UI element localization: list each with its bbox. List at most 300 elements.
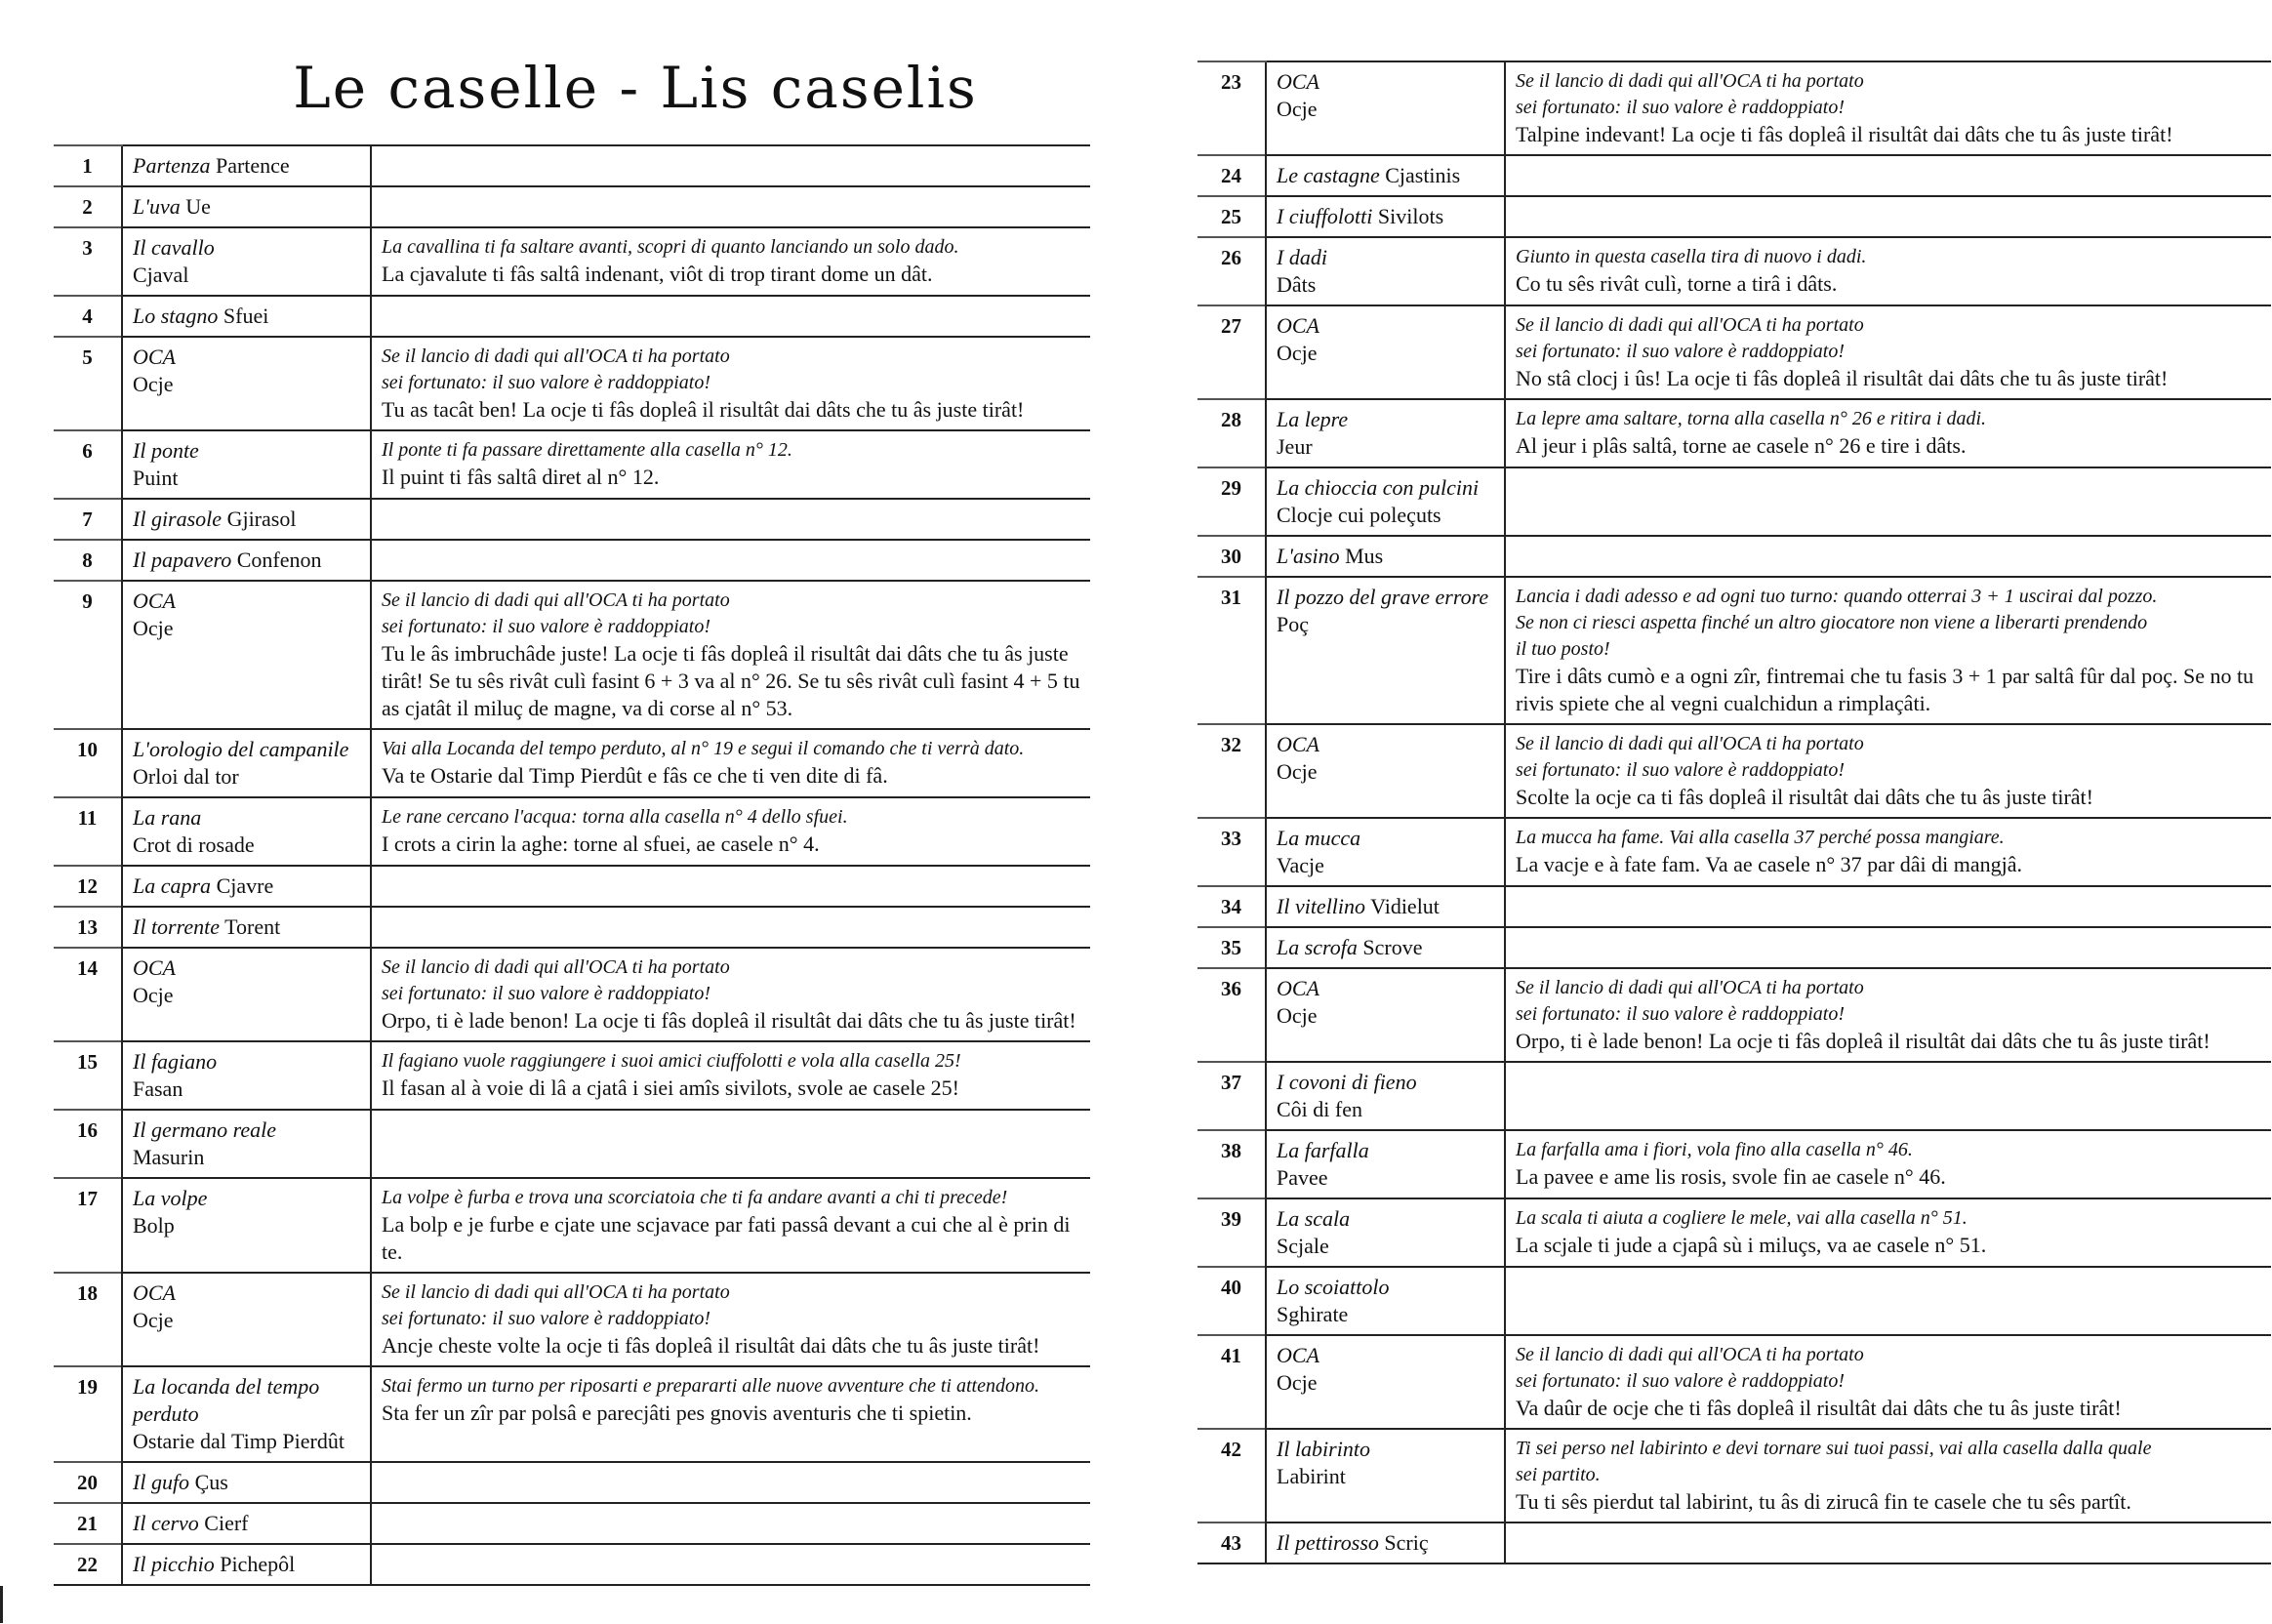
square-name [1266,399,1505,467]
table-row [54,337,1090,430]
italian-name: La scrofa [1277,935,1358,959]
square-number: 38 [1197,1130,1266,1198]
italian-rule: Vai alla Locanda del tempo perduto, al n° 19 e segui il comando che ti verrà dato. [382,738,1025,759]
italian-rule: Se il lancio di dadi qui all'OCA ti ha portato [1516,314,1864,336]
italian-name: Il gufo [133,1470,190,1494]
square-description [371,430,1090,499]
square-description [371,1544,1090,1585]
italian-name: L'asino [1277,544,1340,568]
square-name [1266,1198,1505,1267]
square-number: 34 [1197,886,1266,927]
square-number: 6 [54,430,122,499]
square-description [1505,1267,2271,1335]
friulian-name: Orloi dal tor [133,764,239,789]
italian-rule: La mucca ha fame. Vai alla casella 37 perché possa mangiare. [1516,827,2005,848]
square-name [122,1503,371,1544]
italian-name: OCA [1277,732,1319,756]
square-name [1266,61,1505,155]
italian-name: Il torrente [133,914,220,939]
table-row [54,1462,1090,1503]
friulian-rule: Co tu sês rivât culì, torne a tirâ i dâts. [1516,271,1838,296]
square-name [122,1110,371,1178]
left-page [54,0,1090,1586]
table-row [1197,1335,2271,1429]
table-row [1197,577,2271,724]
table-row [54,296,1090,337]
friulian-rule: Sta fer un zîr par polsâ e parecjâti pes gnovis aventuris che ti spietin. [382,1401,972,1425]
table-row [1197,1267,2271,1335]
square-description [371,499,1090,540]
square-number: 40 [1197,1267,1266,1335]
square-number: 9 [54,581,122,729]
square-description [1505,886,2271,927]
italian-name: Il vitellino [1277,894,1366,918]
italian-name: OCA [133,589,176,613]
italian-name: OCA [133,955,176,980]
friulian-name: Cjavre [216,873,274,898]
friulian-name: Scjale [1277,1234,1329,1258]
square-name [1266,1130,1505,1198]
square-description [371,186,1090,227]
square-name [122,729,371,797]
square-number: 11 [54,797,122,866]
square-number: 30 [1197,536,1266,577]
square-name [1266,886,1505,927]
table-row [1197,1062,2271,1130]
table-row [54,1273,1090,1366]
italian-name: Il papavero [133,548,232,572]
italian-rule: La scala ti aiuta a cogliere le mele, vai alla casella n° 51. [1516,1207,1968,1229]
friulian-rule: Va te Ostarie dal Timp Pierdût e fâs ce che ti ven dite di fâ. [382,763,888,788]
square-number: 31 [1197,577,1266,724]
friulian-rule: La vacje e à fate fam. Va ae casele n° 37 par dâi di mangjâ. [1516,852,2023,876]
square-number: 14 [54,948,122,1041]
italian-name: La mucca [1277,826,1361,850]
table-row [54,430,1090,499]
square-name [1266,1429,1505,1522]
square-description [371,227,1090,296]
table-row [1197,1130,2271,1198]
square-name [1266,818,1505,886]
italian-name: Il girasole [133,507,223,531]
table-row [54,1366,1090,1462]
table-row [1197,886,2271,927]
square-name [1266,536,1505,577]
square-description [371,145,1090,186]
friulian-name: Cjaval [133,263,189,287]
square-name [1266,927,1505,968]
square-description [371,907,1090,948]
square-description [371,1503,1090,1544]
italian-name: Il labirinto [1277,1437,1370,1461]
friulian-name: Puint [133,466,179,490]
square-description [1505,968,2271,1062]
square-number: 17 [54,1178,122,1273]
italian-name: La rana [133,805,202,830]
italian-name: Il ponte [133,438,199,463]
friulian-name: Ocje [1277,1370,1318,1395]
square-name [1266,237,1505,305]
italian-rule: il tuo posto! [1516,638,1610,660]
italian-rule: sei fortunato: il suo valore è raddoppiato! [1516,759,1846,781]
italian-rule: Giunto in questa casella tira di nuovo i dadi. [1516,246,1867,267]
square-name [122,1041,371,1110]
square-name [122,1462,371,1503]
square-number: 35 [1197,927,1266,968]
friulian-name: Scriç [1384,1530,1429,1555]
italian-name: La farfalla [1277,1138,1369,1162]
square-description [1505,818,2271,886]
table-row [1197,1198,2271,1267]
friulian-name: Mus [1345,544,1384,568]
square-name [122,499,371,540]
friulian-rule: Al jeur i plâs saltâ, torne ae casele n° 26 e tire i dâts. [1516,433,1967,458]
friulian-name: Vacje [1277,853,1324,877]
friulian-rule: Tire i dâts cumò e a ogni zîr, fintremai che tu fasis 3 + 1 par saltâ fûr dal poç. Se no tu rivis spiete che al vegni cualchidun a rimplaçâti. [1516,664,2254,715]
table-row [1197,1522,2271,1563]
italian-name: I covoni di fieno [1277,1070,1417,1094]
square-description [1505,196,2271,237]
square-name [1266,724,1505,818]
italian-rule: Se non ci riesci aspetta finché un altro giocatore non viene a liberarti prendendo [1516,612,2148,633]
square-number: 20 [54,1462,122,1503]
square-description [1505,399,2271,467]
table-row [54,729,1090,797]
table-row [1197,927,2271,968]
square-description [371,296,1090,337]
square-name [122,948,371,1041]
table-row [54,907,1090,948]
italian-name: Il pettirosso [1277,1530,1379,1555]
table-row [1197,724,2271,818]
italian-rule: Lancia i dadi adesso e ad ogni tuo turno: quando otterrai 3 + 1 uscirai dal pozzo. [1516,586,2158,607]
table-row [1197,305,2271,399]
square-name [122,907,371,948]
table-row [1197,1429,2271,1522]
square-description [371,1110,1090,1178]
italian-name: OCA [1277,1343,1319,1367]
friulian-rule: Orpo, ti è lade benon! La ocje ti fâs dopleâ il risultât dai dâts che tu âs juste tirât! [382,1008,1076,1033]
square-name [122,1273,371,1366]
italian-name: I dadi [1277,245,1327,269]
table-row [1197,196,2271,237]
italian-rule: Se il lancio di dadi qui all'OCA ti ha portato [1516,733,1864,754]
italian-name: OCA [133,1280,176,1305]
square-name [1266,1267,1505,1335]
friulian-name: Çus [194,1470,228,1494]
table-row [1197,536,2271,577]
square-name [1266,305,1505,399]
friulian-name: Ostarie dal Timp Pierdût [133,1429,345,1453]
friulian-name: Sghirate [1277,1302,1349,1326]
table-row [54,581,1090,729]
italian-rule: sei fortunato: il suo valore è raddoppiato! [382,1308,711,1329]
friulian-name: Partence [215,153,290,178]
square-description [371,729,1090,797]
square-description [1505,1429,2271,1522]
italian-rule: sei fortunato: il suo valore è raddoppiato! [1516,97,1846,118]
table-row [54,1041,1090,1110]
square-number: 23 [1197,61,1266,155]
friulian-rule: Tu as tacât ben! La ocje ti fâs dopleâ il risultât dai dâts che tu âs juste tirât! [382,397,1025,422]
friulian-name: Cierf [204,1511,249,1535]
italian-name: OCA [1277,976,1319,1000]
friulian-rule: La scjale ti jude a cjapâ sù i miluçs, va ae casele n° 51. [1516,1233,1987,1257]
square-description [371,1366,1090,1462]
square-name [122,186,371,227]
friulian-rule: Scolte la ocje ca ti fâs dopleâ il risultât dai dâts che tu âs juste tirât! [1516,785,2093,809]
square-number: 10 [54,729,122,797]
italian-name: Il fagiano [133,1049,218,1074]
square-number: 4 [54,296,122,337]
friulian-name: Cjastinis [1385,163,1461,187]
friulian-name: Pichepôl [220,1552,296,1576]
table-row [54,1503,1090,1544]
friulian-name: Sfuei [223,304,269,328]
square-name [1266,467,1505,536]
square-name [122,1366,371,1462]
square-number: 26 [1197,237,1266,305]
table-row [1197,237,2271,305]
friulian-name: Poç [1277,612,1309,636]
italian-rule: sei fortunato: il suo valore è raddoppiato! [1516,341,1846,362]
square-name [122,145,371,186]
square-name [122,797,371,866]
square-number: 19 [54,1366,122,1462]
square-number: 36 [1197,968,1266,1062]
square-name [122,581,371,729]
square-description [371,797,1090,866]
square-number: 12 [54,866,122,907]
friulian-rule: Talpine indevant! La ocje ti fâs dopleâ il risultât dai dâts che tu âs juste tirât! [1516,122,2173,146]
table-row [54,948,1090,1041]
square-description [371,1462,1090,1503]
square-name [1266,577,1505,724]
squares-table-right [1197,61,2271,1564]
square-description [1505,724,2271,818]
italian-name: La lepre [1277,407,1349,431]
square-description [1505,237,2271,305]
square-name [122,1544,371,1585]
table-row [1197,467,2271,536]
italian-rule: Ti sei perso nel labirinto e devi tornare sui tuoi passi, vai alla casella dalla quale [1516,1438,2152,1459]
right-page [1197,61,2271,1564]
friulian-name: Masurin [133,1145,205,1169]
friulian-name: Sivilots [1377,204,1444,228]
table-row [54,227,1090,296]
friulian-name: Ocje [1277,97,1318,121]
italian-rule: Se il lancio di dadi qui all'OCA ti ha portato [382,1281,730,1303]
square-description [1505,155,2271,196]
italian-rule: Se il lancio di dadi qui all'OCA ti ha portato [1516,977,1864,998]
table-row [54,499,1090,540]
square-number: 32 [1197,724,1266,818]
square-number: 13 [54,907,122,948]
friulian-name: Vidielut [1370,894,1440,918]
square-name [122,540,371,581]
square-number: 21 [54,1503,122,1544]
square-number: 41 [1197,1335,1266,1429]
italian-rule: Se il lancio di dadi qui all'OCA ti ha portato [1516,1344,1864,1365]
friulian-name: Ocje [133,1308,174,1332]
friulian-rule: Orpo, ti è lade benon! La ocje ti fâs dopleâ il risultât dai dâts che tu âs juste tirât! [1516,1029,2211,1053]
italian-name: Il cervo [133,1511,199,1535]
table-row [54,797,1090,866]
square-description [371,866,1090,907]
squares-table-left [54,144,1090,1586]
friulian-name: Crot di rosade [133,832,255,857]
square-number: 28 [1197,399,1266,467]
square-description [1505,1198,2271,1267]
italian-name: Il pozzo del grave errore [1277,585,1489,609]
square-description [1505,467,2271,536]
italian-rule: La cavallina ti fa saltare avanti, scopri di quanto lanciando un solo dado. [382,236,959,258]
table-row [54,1544,1090,1585]
italian-name: L'orologio del campanile [133,737,349,761]
italian-name: Partenza [133,153,211,178]
table-row [1197,61,2271,155]
italian-rule: sei fortunato: il suo valore è raddoppiato! [1516,1370,1846,1392]
italian-rule: Se il lancio di dadi qui all'OCA ti ha portato [382,345,730,367]
square-description [1505,1522,2271,1563]
italian-name: I ciuffolotti [1277,204,1373,228]
square-number: 2 [54,186,122,227]
italian-rule: sei fortunato: il suo valore è raddoppiato! [382,372,711,393]
table-row [54,540,1090,581]
italian-rule: La volpe è furba e trova una scorciatoia che ti fa andare avanti a chi ti precede! [382,1187,1008,1208]
friulian-name: Confenon [236,548,322,572]
square-name [1266,1335,1505,1429]
friulian-name: Côi di fen [1277,1097,1362,1121]
italian-name: Le castagne [1277,163,1380,187]
square-name [1266,155,1505,196]
square-number: 43 [1197,1522,1266,1563]
italian-rule: Se il lancio di dadi qui all'OCA ti ha portato [382,589,730,611]
table-row [1197,968,2271,1062]
italian-rule: Il fagiano vuole raggiungere i suoi amici ciuffolotti e vola alla casella 25! [382,1050,961,1072]
square-name [122,1178,371,1273]
italian-name: Il germano reale [133,1117,277,1142]
italian-name: La chioccia con pulcini [1277,475,1480,500]
table-row [54,186,1090,227]
friulian-name: Ocje [133,616,174,640]
square-name [122,430,371,499]
square-description [371,1041,1090,1110]
friulian-rule: Tu ti sês pierdut tal labirint, tu âs di zirucâ fin te casele che tu sês partît. [1516,1489,2131,1514]
italian-rule: Stai fermo un turno per riposarti e prepararti alle nuove avventure che ti attendono. [382,1375,1039,1397]
italian-name: Lo stagno [133,304,219,328]
italian-name: La locanda del tempo perduto [133,1374,320,1426]
square-number: 22 [54,1544,122,1585]
square-description [371,948,1090,1041]
friulian-name: Pavee [1277,1165,1328,1190]
friulian-name: Ocje [1277,759,1318,784]
square-name [1266,196,1505,237]
square-description [1505,305,2271,399]
table-row [54,1178,1090,1273]
square-description [1505,577,2271,724]
square-name [122,337,371,430]
italian-rule: sei fortunato: il suo valore è raddoppiato! [1516,1003,1846,1025]
square-description [371,581,1090,729]
italian-name: OCA [1277,69,1319,94]
friulian-rule: Ancje cheste volte la ocje ti fâs dopleâ il risultât dai dâts che tu âs juste tirât! [382,1333,1040,1358]
page-edge-mark [0,1586,3,1623]
italian-rule: La lepre ama saltare, torna alla casella n° 26 e ritira i dadi. [1516,408,1987,429]
italian-rule: La farfalla ama i fiori, vola fino alla casella n° 46. [1516,1139,1913,1160]
friulian-rule: Il puint ti fâs saltâ diret al n° 12. [382,465,660,489]
square-number: 42 [1197,1429,1266,1522]
table-row [1197,155,2271,196]
italian-rule: sei partito. [1516,1464,1601,1485]
square-name [122,866,371,907]
italian-name: OCA [133,345,176,369]
square-description [1505,927,2271,968]
italian-rule: Le rane cercano l'acqua: torna alla casella n° 4 dello sfuei. [382,806,848,828]
friulian-name: Fasan [133,1076,183,1101]
friulian-name: Ocje [133,983,174,1007]
square-name [1266,1522,1505,1563]
square-number: 16 [54,1110,122,1178]
square-description [1505,1062,2271,1130]
table-row [54,866,1090,907]
square-number: 33 [1197,818,1266,886]
friulian-name: Dâts [1277,272,1317,297]
friulian-name: Ocje [1277,341,1318,365]
square-number: 1 [54,145,122,186]
italian-name: Lo scoiattolo [1277,1275,1390,1299]
friulian-rule: Tu le âs imbruchâde juste! La ocje ti fâs dopleâ il risultât dai dâts che tu âs juste tirât! Se tu sês rivât culì fasint 6 + 3 va al n° 26. Se tu sês rivât culì fasint 4 + 5 tu as cjatât il miluç de magne, va di corse al n° 53. [382,641,1080,720]
italian-rule: Se il lancio di dadi qui all'OCA ti ha portato [1516,70,1864,92]
friulian-name: Torent [224,914,281,939]
friulian-name: Ocje [1277,1003,1318,1028]
square-number: 37 [1197,1062,1266,1130]
friulian-rule: La bolp e je furbe e cjate une scjavace par fati passâ devant a cui che al è prin di te. [382,1212,1071,1264]
italian-name: L'uva [133,194,181,219]
square-description [1505,1130,2271,1198]
square-number: 3 [54,227,122,296]
square-number: 29 [1197,467,1266,536]
friulian-rule: La cjavalute ti fâs saltâ indenant, viôt di trop tirant dome un dât. [382,262,933,286]
italian-rule: sei fortunato: il suo valore è raddoppiato! [382,616,711,637]
friulian-name: Bolp [133,1213,175,1238]
italian-name: Il picchio [133,1552,215,1576]
square-description [371,540,1090,581]
table-row [54,1110,1090,1178]
italian-name: Il cavallo [133,235,215,260]
table-row [1197,399,2271,467]
friulian-name: Ue [185,194,211,219]
square-description [1505,536,2271,577]
italian-rule: Il ponte ti fa passare direttamente alla casella n° 12. [382,439,792,461]
square-number: 15 [54,1041,122,1110]
square-number: 27 [1197,305,1266,399]
square-number: 8 [54,540,122,581]
friulian-rule: I crots a cirin la aghe: torne al sfuei, ae casele n° 4. [382,832,820,856]
page-title: Le caselle - Lis caselis [293,55,978,121]
square-number: 7 [54,499,122,540]
square-number: 25 [1197,196,1266,237]
italian-name: OCA [1277,313,1319,338]
square-name [122,296,371,337]
table-row [1197,818,2271,886]
square-number: 39 [1197,1198,1266,1267]
square-name [122,227,371,296]
friulian-rule: Il fasan al à voie di lâ a cjatâ i siei amîs sivilots, svole ae casele 25! [382,1076,959,1100]
friulian-name: Scrove [1362,935,1423,959]
friulian-rule: No stâ clocj i ûs! La ocje ti fâs dopleâ il risultât dai dâts che tu âs juste tirât! [1516,366,2169,390]
italian-name: La capra [133,873,212,898]
